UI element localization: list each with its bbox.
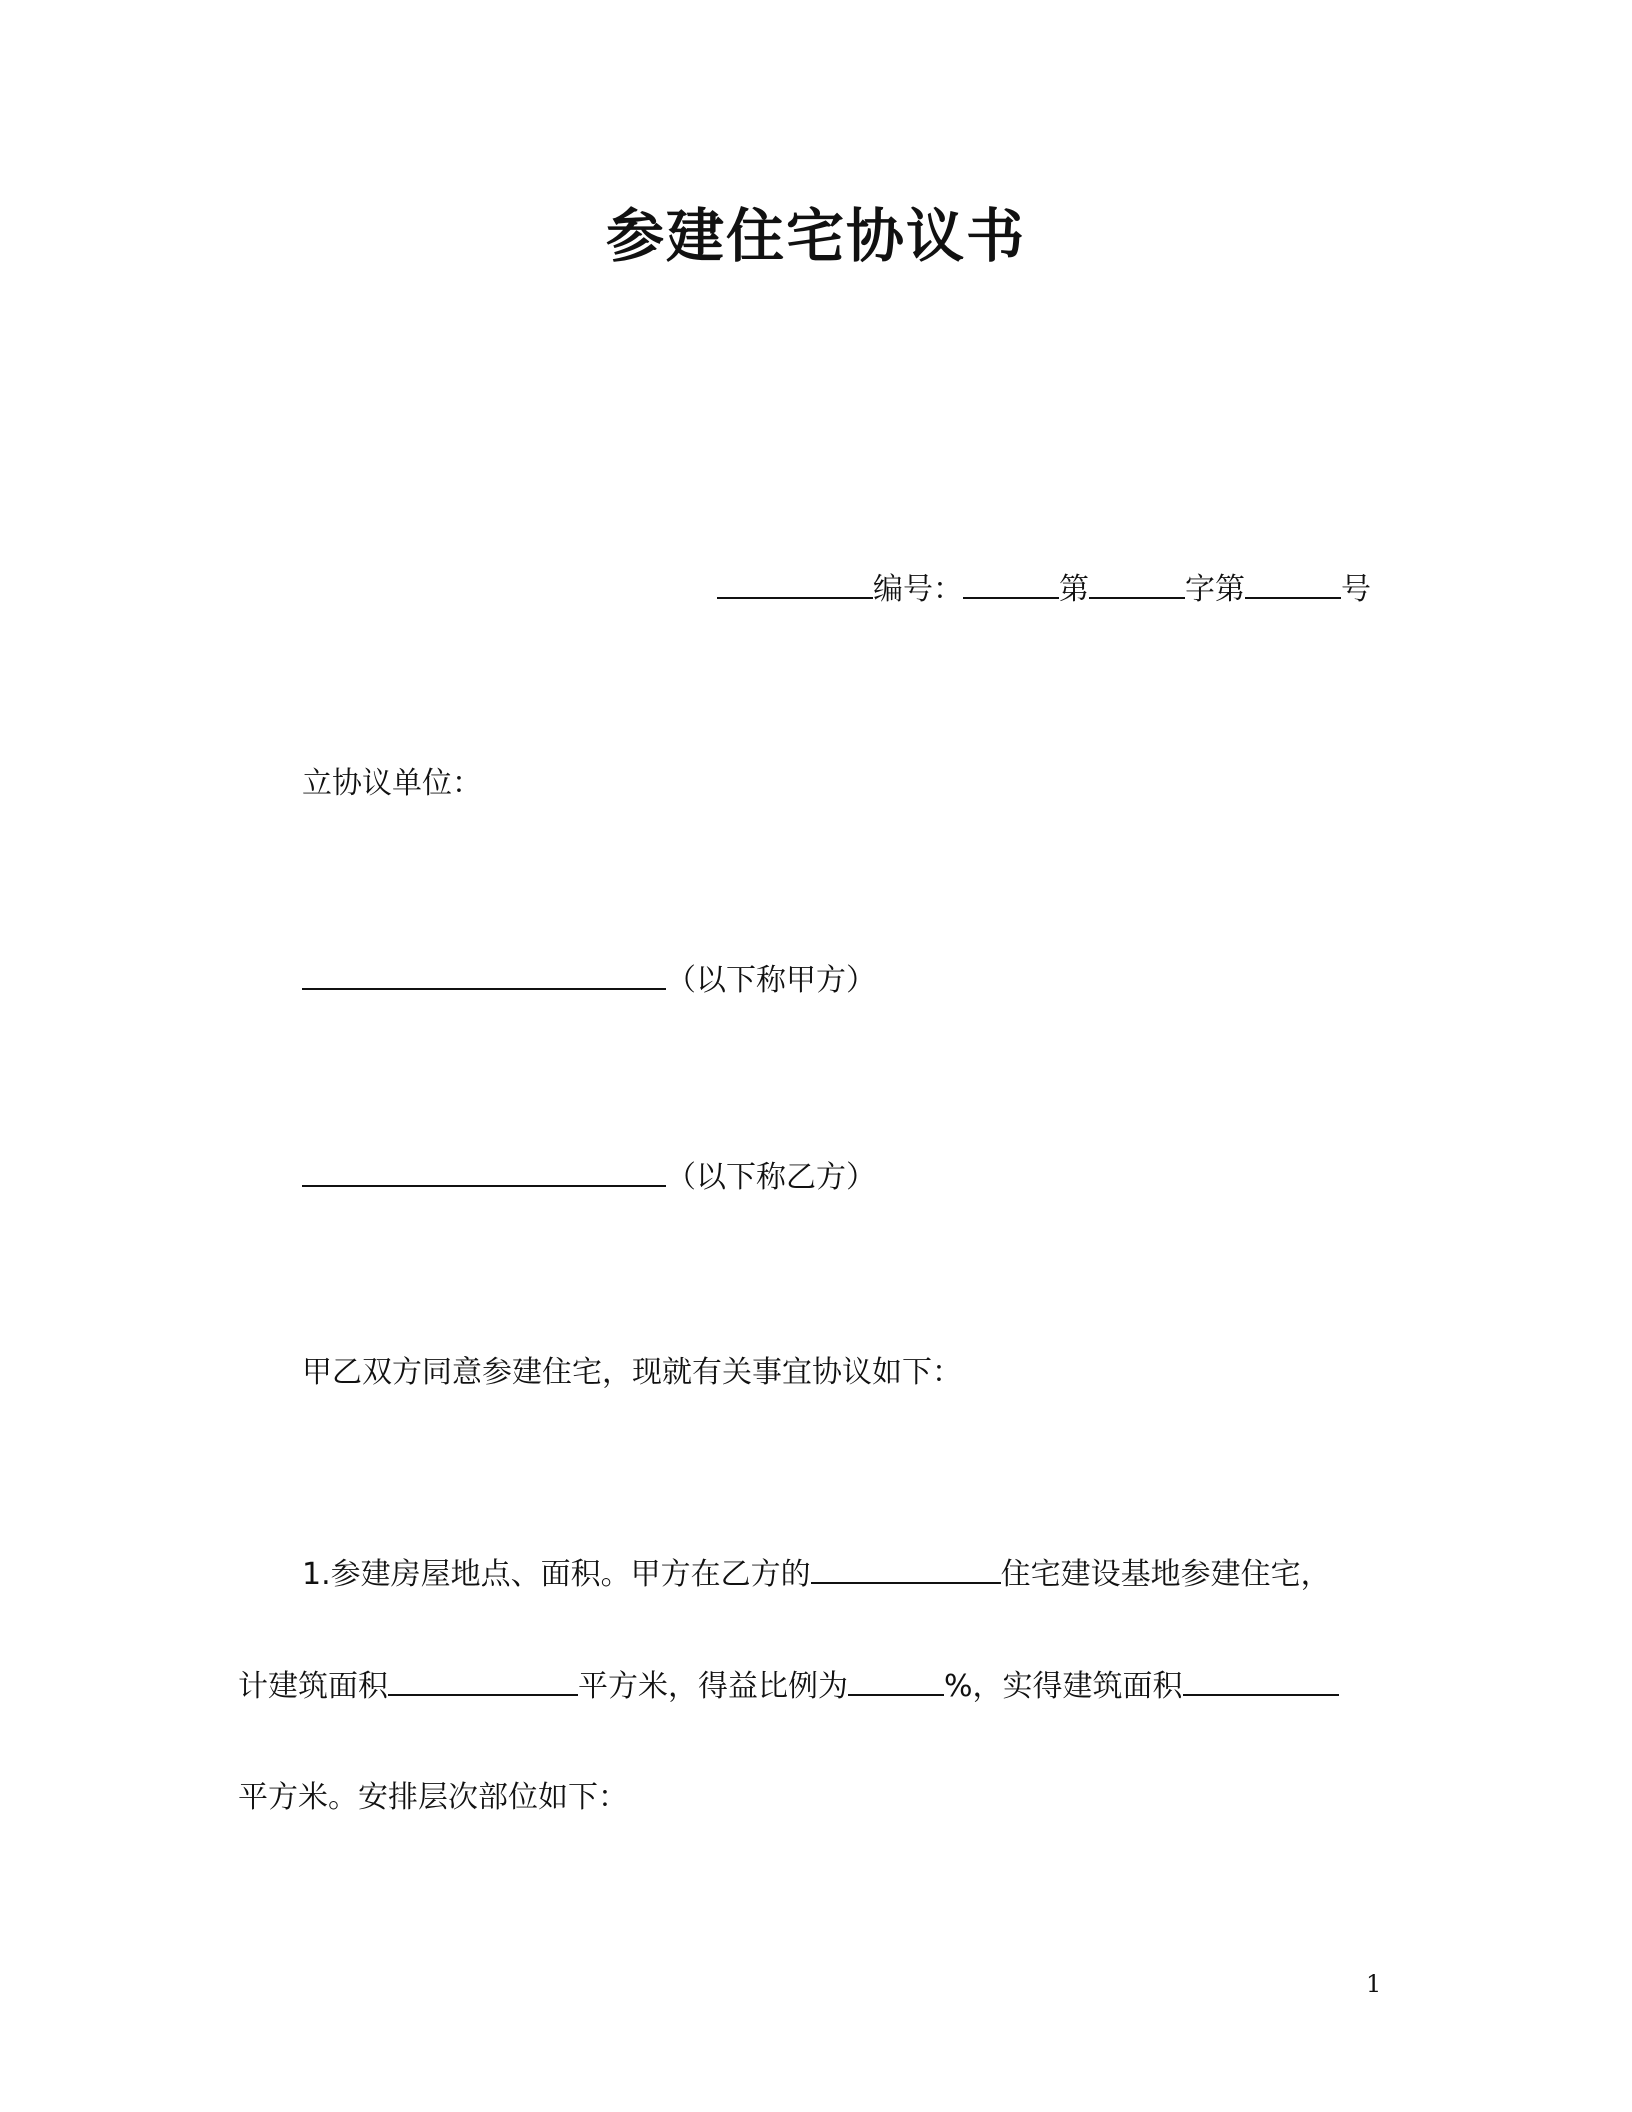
intro-paragraph: 甲乙双方同意参建住宅，现就有关事宜协议如下： [302, 1355, 962, 1390]
clause1-area-blank[interactable] [388, 1664, 578, 1696]
parties-heading: 立协议单位： [302, 766, 482, 801]
party-b-name-blank[interactable] [302, 1155, 666, 1187]
serial-number-line [717, 567, 1371, 612]
clause1-line2 [238, 1664, 1339, 1709]
clause1-base-blank[interactable] [811, 1552, 1001, 1584]
serial-number-label: 编号： [873, 572, 963, 607]
clause1-actual-area-blank[interactable] [1183, 1664, 1339, 1696]
serial-zidi-label: 字第 [1185, 572, 1245, 607]
serial-word-blank[interactable] [1089, 567, 1185, 599]
clause1-ratio-blank[interactable] [848, 1664, 944, 1696]
page-number: 1 [1366, 1970, 1382, 1998]
serial-prefix-blank[interactable] [717, 567, 873, 599]
document-title: 参建住宅协议书 [605, 202, 1026, 270]
clause1-text-2: 住宅建设基地参建住宅， [1000, 1557, 1331, 1592]
party-b-line [302, 1155, 876, 1200]
party-a-line [302, 958, 876, 1003]
serial-no-blank[interactable] [1245, 567, 1341, 599]
party-a-suffix: （以下称甲方） [666, 963, 876, 998]
clause1-text-5: %，实得建筑面积 [944, 1669, 1183, 1704]
clause1-text-3: 计建筑面积 [238, 1669, 388, 1704]
clause1-line3: 平方米。安排层次部位如下： [238, 1780, 628, 1815]
party-b-suffix: （以下称乙方） [666, 1160, 876, 1195]
party-a-name-blank[interactable] [302, 958, 666, 990]
clause1-text-4: 平方米，得益比例为 [578, 1669, 848, 1704]
clause1-text-1: 1.参建房屋地点、面积。甲方在乙方的 [302, 1557, 811, 1592]
serial-di-label: 第 [1059, 572, 1089, 607]
serial-year-blank[interactable] [963, 567, 1059, 599]
clause1-line1 [302, 1552, 1331, 1597]
serial-hao-label: 号 [1341, 572, 1371, 607]
